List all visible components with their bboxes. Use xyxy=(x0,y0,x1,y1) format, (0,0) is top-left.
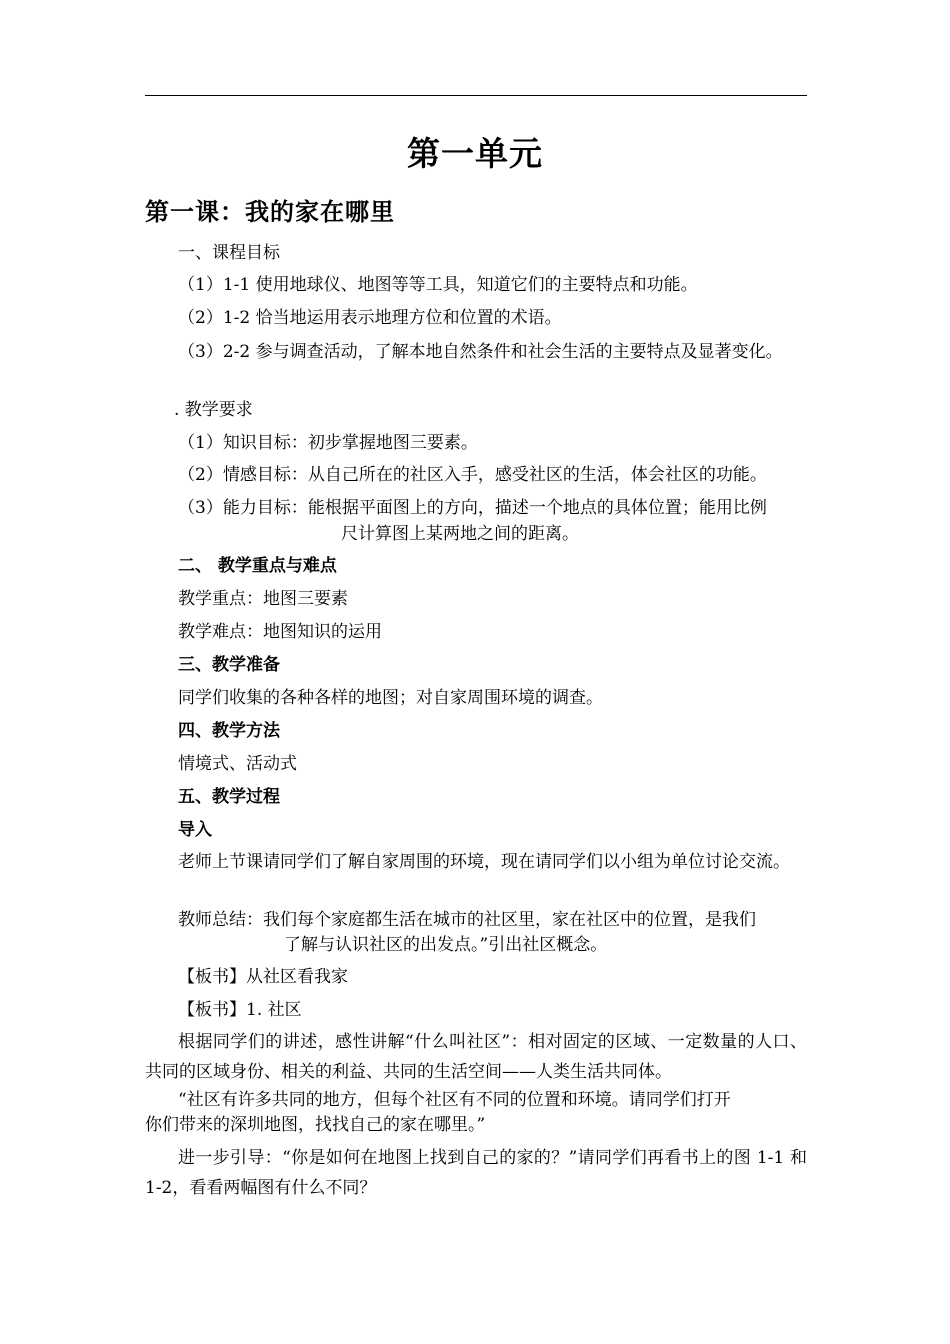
section-heading-goals: 一、课程目标 xyxy=(178,243,280,263)
goal-item-2: （2）1-2 恰当地运用表示地理方位和位置的术语。 xyxy=(178,308,562,328)
teacher-summary-line-1: 教师总结：我们每个家庭都生活在城市的社区里，家在社区中的位置，是我们 xyxy=(178,910,756,930)
intro-heading: 导入 xyxy=(178,820,212,840)
goal-item-3: （3）2-2 参与调查活动，了解本地自然条件和社会生活的主要特点及显著变化。 xyxy=(178,342,783,362)
board-note-2: 【板书】1. 社区 xyxy=(178,1000,302,1020)
method-text: 情境式、活动式 xyxy=(178,754,297,774)
section-heading-process: 五、教学过程 xyxy=(178,787,280,807)
teacher-summary-line-2: 了解与认识社区的出发点。”引出社区概念。 xyxy=(284,935,608,955)
requirement-item-3-line-1: （3）能力目标：能根据平面图上的方向，描述一个地点的具体位置；能用比例 xyxy=(178,498,767,518)
requirement-item-3-line-2: 尺计算图上某两地之间的距离。 xyxy=(341,524,579,544)
preparation-text: 同学们收集的各种各样的地图；对自家周围环境的调查。 xyxy=(178,688,603,708)
quote-line-2: 你们带来的深圳地图，找找自己的家在哪里。” xyxy=(145,1115,486,1135)
community-paragraph: 根据同学们的讲述，感性讲解“什么叫社区”：相对固定的区域、一定数量的人口、共同的区域身份、相关的利益、共同的生活空间——人类生活共同体。 xyxy=(145,1032,807,1082)
unit-title: 第一单元 xyxy=(407,134,543,173)
quote-line-1: “社区有许多共同的地方，但每个社区有不同的位置和环境。请同学们打开 xyxy=(178,1090,731,1110)
lesson-title: 第一课：我的家在哪里 xyxy=(145,198,395,226)
header-rule xyxy=(145,95,807,96)
intro-paragraph: 老师上节课请同学们了解自家周围的环境，现在请同学们以小组为单位讨论交流。 xyxy=(178,852,790,872)
section-heading-preparation: 三、教学准备 xyxy=(178,655,280,675)
key-point-text: 教学重点：地图三要素 xyxy=(178,589,348,609)
section-heading-method: 四、教学方法 xyxy=(178,721,280,741)
section-heading-key-points: 二、 教学重点与难点 xyxy=(178,556,337,576)
requirement-item-2: （2）情感目标：从自己所在的社区入手，感受社区的生活，体会社区的功能。 xyxy=(178,465,767,485)
guide-paragraph: 进一步引导：“你是如何在地图上找到自己的家的？”请同学们再看书上的图 1-1 和 1-2，看看两幅图有什么不同？ xyxy=(145,1148,807,1198)
requirement-item-1: （1）知识目标：初步掌握地图三要素。 xyxy=(178,433,478,453)
difficulty-text: 教学难点：地图知识的运用 xyxy=(178,622,382,642)
requirements-heading: . 教学要求 xyxy=(174,400,253,420)
goal-item-1: （1）1-1 使用地球仪、地图等等工具，知道它们的主要特点和功能。 xyxy=(178,275,698,295)
board-note-1: 【板书】从社区看我家 xyxy=(178,967,348,987)
